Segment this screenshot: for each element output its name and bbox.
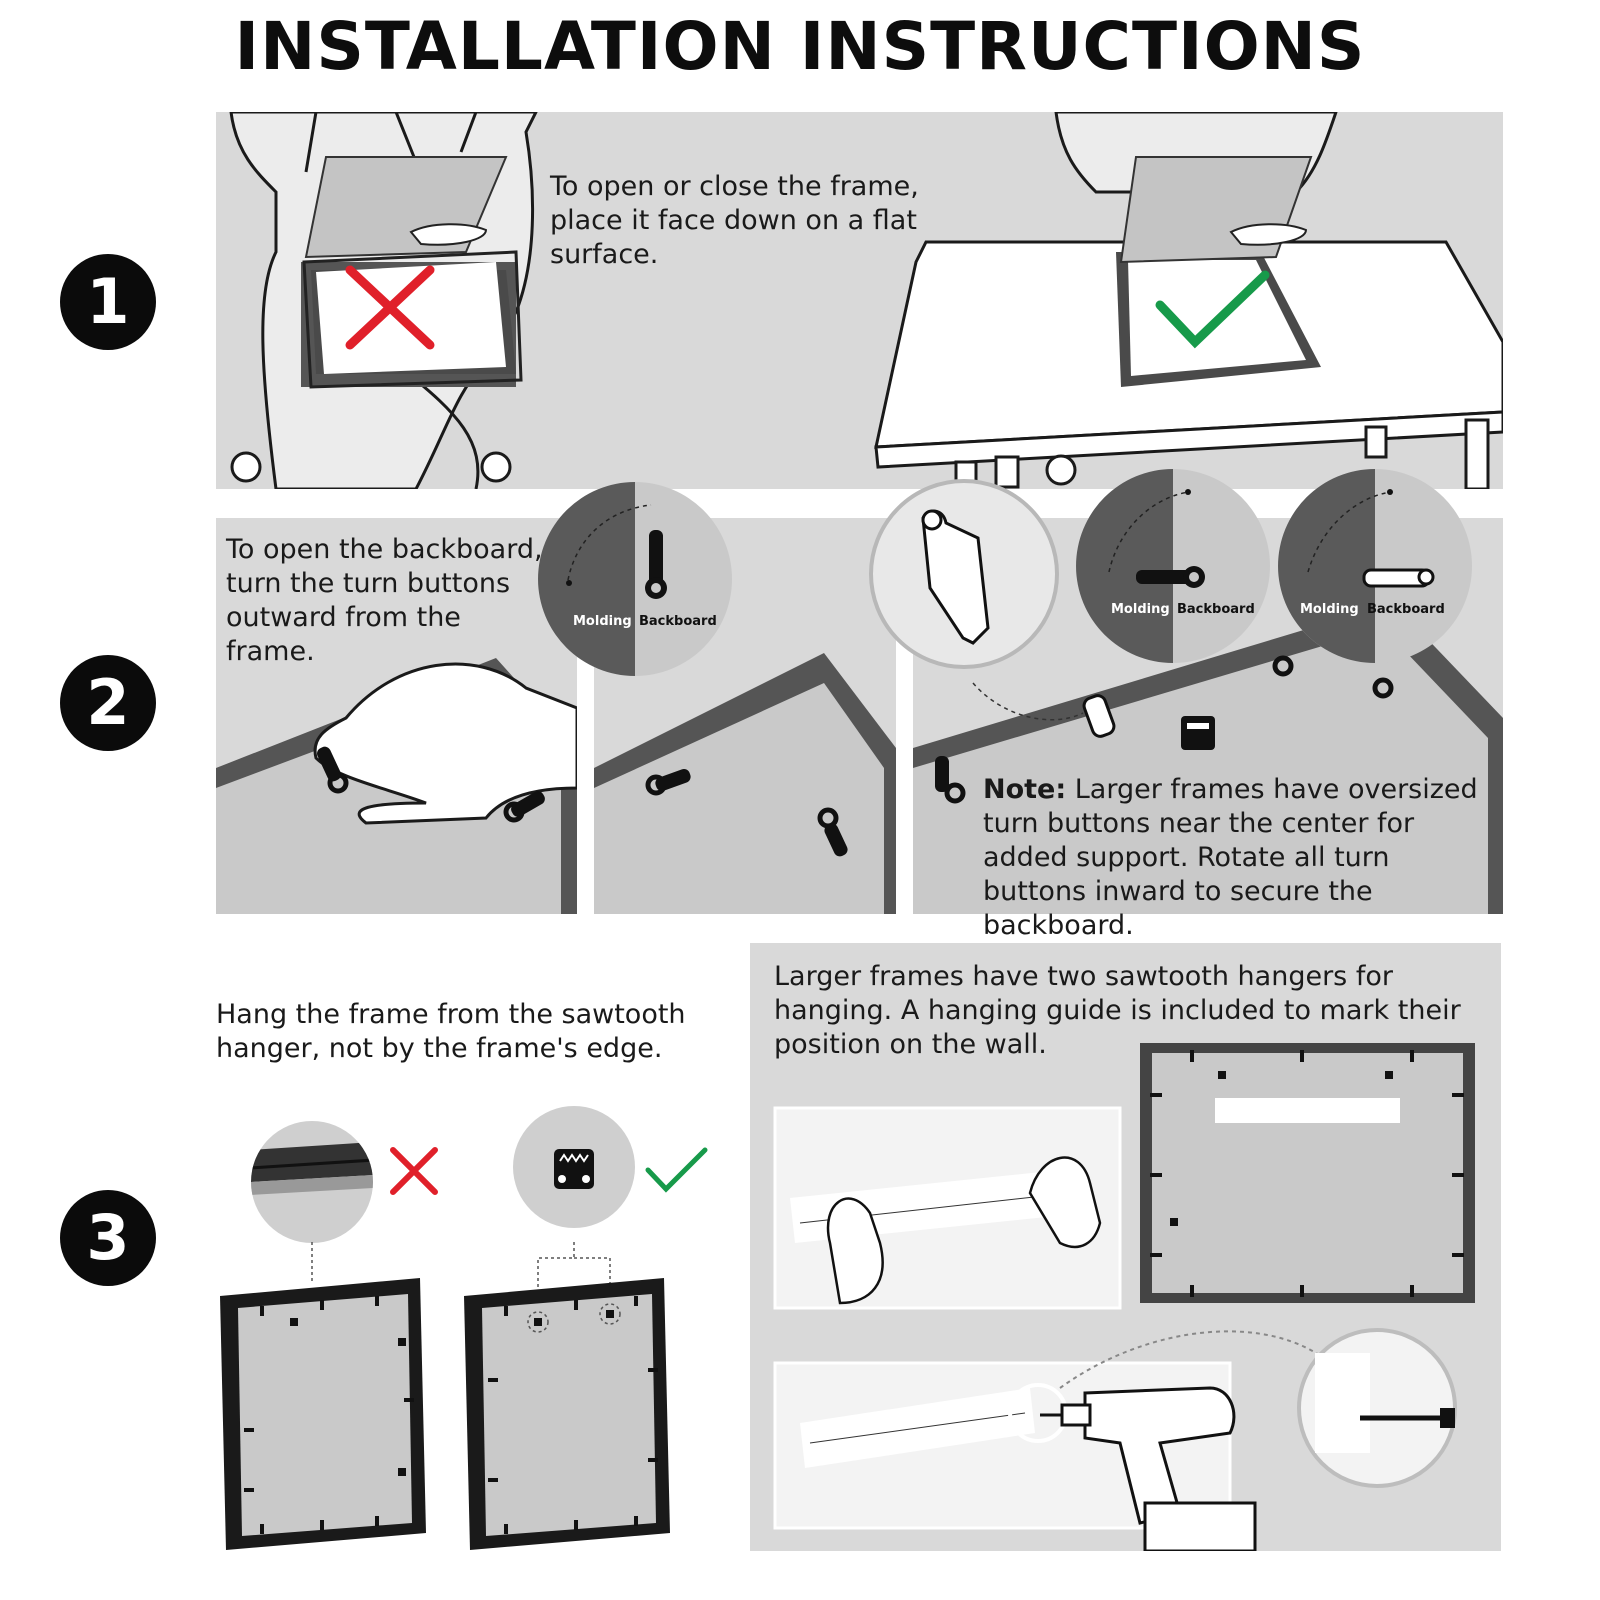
turn-dial-3 <box>1276 467 1474 665</box>
sawtooth-hanger-icon <box>1181 716 1215 750</box>
wrong-x-icon <box>345 265 435 350</box>
turn-button-closeup <box>868 478 1060 670</box>
dial-2-molding-label: Molding <box>1111 602 1170 617</box>
frame-back-wrong <box>220 1278 426 1550</box>
step-3-badge: 3 <box>60 1190 156 1286</box>
step-2-text: To open the backboard, turn the turn buttons outward from the frame. <box>226 534 543 667</box>
check-icon <box>1155 270 1270 350</box>
step-1-text: To open or close the frame, place it face down on a flat surface. <box>550 171 919 270</box>
step-1-badge: 1 <box>60 254 156 350</box>
step-2-note <box>983 773 1493 943</box>
dial-3-backboard-label: Backboard <box>1367 602 1445 617</box>
step-3-text: Hang the frame from the sawtooth hanger, not by the frame's edge. <box>216 999 686 1064</box>
wrong-x-icon-step3 <box>388 1145 440 1197</box>
page-title: INSTALLATION INSTRUCTIONS <box>234 8 1366 85</box>
turn-dial-1 <box>536 480 734 678</box>
dial-1-molding-label: Molding <box>573 614 632 629</box>
dial-2-backboard-label: Backboard <box>1177 602 1255 617</box>
dial-1-backboard-label: Backboard <box>639 614 717 629</box>
check-icon-step3 <box>644 1145 709 1195</box>
sawtooth-closeup <box>512 1105 636 1229</box>
step-2-badge: 2 <box>60 655 156 751</box>
turn-dial-2 <box>1074 467 1272 665</box>
step-3-side-text: Larger frames have two sawtooth hangers for hanging. A hanging guide is included to mark their position on the wall. <box>774 961 1461 1060</box>
dial-3-molding-label: Molding <box>1300 602 1359 617</box>
frame-back-right <box>464 1278 670 1550</box>
note-label: Note: <box>983 774 1067 805</box>
note-text: Larger frames have oversized turn buttons near the center for added support. Rotate all turn buttons inward to secure the backboard. <box>983 774 1478 941</box>
frame-edge-closeup <box>250 1120 374 1244</box>
